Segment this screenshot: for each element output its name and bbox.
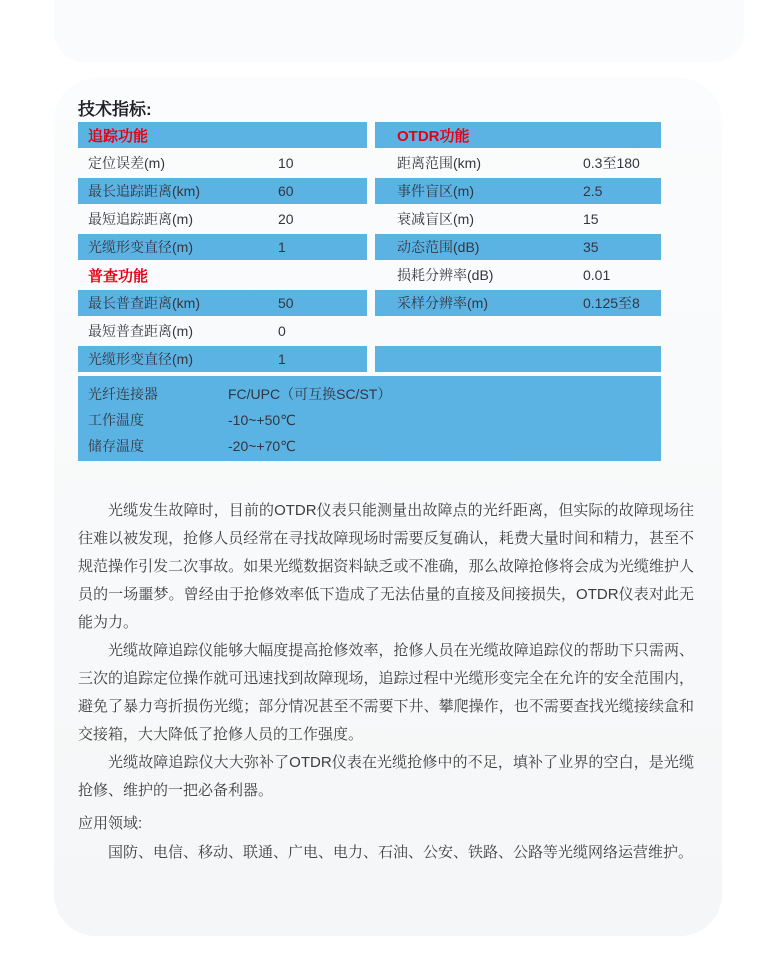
section-title-tech-specs: 技术指标:	[78, 100, 152, 119]
otdr-spec-table	[375, 122, 661, 374]
application-heading: 应用领域:	[78, 815, 143, 832]
spec-value: 1	[278, 239, 286, 255]
application-text: 国防、电信、移动、联通、广电、电力、石油、公安、铁路、公路等光缆网络运营维护。	[108, 844, 694, 861]
spec-value: 10	[278, 155, 294, 171]
spec-label: 定位误差(m)	[88, 155, 165, 171]
tracking-spec-table	[78, 122, 367, 374]
spec-row	[78, 381, 661, 407]
spec-label: 事件盲区(m)	[397, 183, 474, 199]
description-paragraphs	[78, 497, 694, 805]
spec-row	[78, 290, 367, 316]
spec-value: -10~+50℃	[228, 411, 296, 428]
spec-row	[375, 346, 661, 372]
spec-label: 光纤连接器	[88, 386, 158, 402]
spec-row	[78, 318, 367, 344]
spec-row	[78, 178, 367, 204]
spec-row	[78, 433, 661, 459]
spec-label: 普查功能	[88, 267, 149, 285]
spec-value: 2.5	[583, 183, 603, 199]
spec-row	[375, 150, 661, 176]
spec-value: -20~+70℃	[228, 437, 296, 454]
spec-value: 15	[583, 211, 599, 227]
spec-row	[375, 262, 661, 288]
spec-label: 光缆形变直径(m)	[88, 239, 193, 255]
spec-label: 动态范围(dB)	[397, 239, 480, 255]
spec-row	[78, 262, 367, 288]
spec-label: 衰减盲区(m)	[397, 211, 474, 227]
spec-row	[375, 234, 661, 260]
spec-label: 损耗分辨率(dB)	[397, 267, 494, 283]
spec-row	[375, 178, 661, 204]
spec-row	[78, 407, 661, 433]
general-spec-block	[78, 376, 661, 461]
card-top-section	[54, 0, 744, 62]
spec-row	[375, 290, 661, 316]
spec-row	[375, 122, 661, 148]
spec-value: 0.125至8	[583, 295, 640, 311]
spec-row	[78, 346, 367, 372]
spec-row	[78, 206, 367, 232]
spec-label: 最长追踪距离(km)	[88, 183, 200, 199]
spec-value: FC/UPC（可互换SC/ST）	[228, 386, 392, 402]
spec-value: 50	[278, 295, 294, 311]
spec-row	[78, 122, 367, 148]
spec-label: 最短普查距离(m)	[88, 323, 193, 339]
spec-label: 光缆形变直径(m)	[88, 351, 193, 367]
spec-label: OTDR功能	[397, 127, 470, 145]
spec-label: 工作温度	[88, 412, 144, 428]
spec-label: 追踪功能	[88, 127, 149, 145]
spec-value: 0	[278, 323, 286, 339]
spec-value: 1	[278, 351, 286, 367]
spec-value: 0.3至180	[583, 155, 640, 171]
spec-row	[78, 234, 367, 260]
spec-label: 距离范围(km)	[397, 155, 481, 171]
spec-label: 储存温度	[88, 438, 144, 454]
spec-label: 最长普查距离(km)	[88, 295, 200, 311]
spec-value: 0.01	[583, 267, 611, 283]
description-paragraph: 光缆发生故障时，目前的OTDR仪表只能测量出故障点的光纤距离，但实际的故障现场往往难以被发现，抢修人员经常在寻找故障现场时需要反复确认，耗费大量时间和精力，甚至不规范操作引发二次事故。如果光缆数据资料缺乏或不准确，那么故障抢修将会成为光缆维护人员的一场噩梦。曾经由于抢修效率低下造成了无法估量的直接及间接损失，OTDR仪表对此无能为力。	[78, 502, 694, 631]
spec-row	[375, 206, 661, 232]
spec-row	[78, 150, 367, 176]
spec-label: 采样分辨率(m)	[397, 295, 488, 311]
spec-value: 60	[278, 183, 294, 199]
spec-label: 最短追踪距离(m)	[88, 211, 193, 227]
spec-value: 20	[278, 211, 294, 227]
spec-value: 35	[583, 239, 599, 255]
description-paragraph: 光缆故障追踪仪大大弥补了OTDR仪表在光缆抢修中的不足，填补了业界的空白，是光缆抢修、维护的一把必备利器。	[78, 754, 694, 799]
spec-row	[375, 318, 661, 344]
description-paragraph: 光缆故障追踪仪能够大幅度提高抢修效率，抢修人员在光缆故障追踪仪的帮助下只需两、三次的追踪定位操作就可迅速找到故障现场，追踪过程中光缆形变完全在允许的安全范围内，避免了暴力弯折损伤光缆；部分情况甚至不需要下井、攀爬操作，也不需要查找光缆接续盒和交接箱，大大降低了抢修人员的工作强度。	[78, 642, 694, 743]
